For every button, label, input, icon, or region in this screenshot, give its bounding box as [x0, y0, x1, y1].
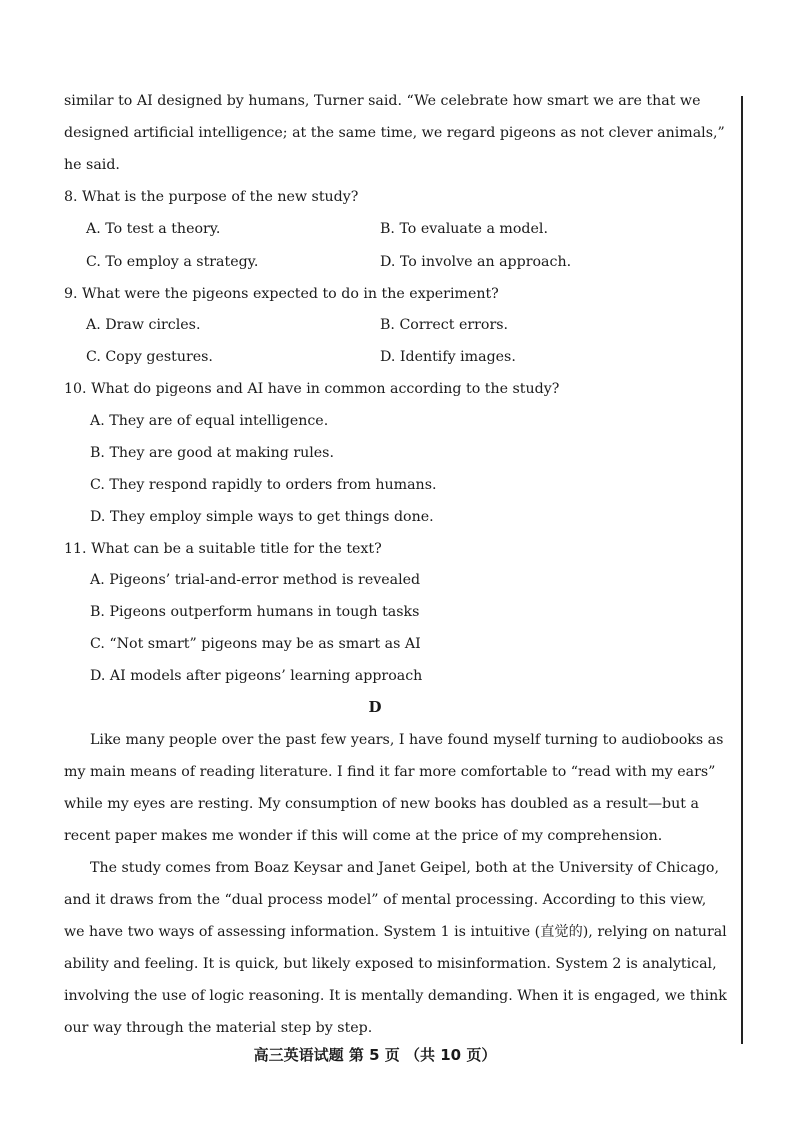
section-d-para1-line-1: Like many people over the past few years, I have found myself turning to audiobooks as	[90, 732, 724, 748]
section-d-para2-line-4: ability and feeling. It is quick, but likely exposed to misinformation. System 2 is analytical,	[64, 956, 717, 972]
passage-c-line-2: designed artificial intelligence; at the same time, we regard pigeons as not clever animals,”	[64, 125, 725, 141]
question-10-option-b: B. They are good at making rules.	[90, 445, 334, 461]
question-9-option-a: A. Draw circles.	[86, 317, 201, 333]
section-d-para1-line-2: my main means of reading literature. I find it far more comfortable to “read with my ears”	[64, 764, 716, 780]
section-d-para1-line-3: while my eyes are resting. My consumption of new books has doubled as a result—but a	[64, 796, 699, 812]
question-11-stem: 11. What can be a suitable title for the text?	[64, 541, 382, 557]
question-11-option-b: B. Pigeons outperform humans in tough tasks	[90, 604, 420, 620]
question-8-stem: 8. What is the purpose of the new study?	[64, 189, 359, 205]
section-d-para2-line-1: The study comes from Boaz Keysar and Janet Geipel, both at the University of Chicago,	[90, 860, 719, 876]
passage-c-line-1: similar to AI designed by humans, Turner said. “We celebrate how smart we are that we	[64, 93, 701, 109]
question-8-option-a: A. To test a theory.	[86, 221, 221, 237]
question-11-option-d: D. AI models after pigeons’ learning approach	[90, 668, 423, 684]
question-9-option-b: B. Correct errors.	[380, 317, 509, 333]
section-d-title: D	[368, 698, 382, 716]
page-footer: 高三英语试题 第 5 页 （共 10 页）	[253, 1046, 497, 1064]
section-d-para2-line-6: our way through the material step by step.	[64, 1020, 373, 1036]
question-8-option-c: C. To employ a strategy.	[86, 254, 259, 270]
question-9-stem: 9. What were the pigeons expected to do in the experiment?	[64, 286, 499, 302]
margin-rule	[741, 96, 743, 1044]
question-10-option-a: A. They are of equal intelligence.	[90, 413, 329, 429]
question-8-option-b: B. To evaluate a model.	[380, 221, 548, 237]
section-d-para2-line-5: involving the use of logic reasoning. It is mentally demanding. When it is engaged, we think	[64, 988, 727, 1004]
question-10-stem: 10. What do pigeons and AI have in common according to the study?	[64, 381, 560, 397]
question-9-option-c: C. Copy gestures.	[86, 349, 213, 365]
section-d-para2-line-3: we have two ways of assessing information. System 1 is intuitive (直觉的), relying on natural	[64, 924, 727, 940]
question-8-option-d: D. To involve an approach.	[380, 254, 572, 270]
question-9-option-d: D. Identify images.	[380, 349, 516, 365]
section-d-para1-line-4: recent paper makes me wonder if this will come at the price of my comprehension.	[64, 828, 663, 844]
question-11-option-a: A. Pigeons’ trial-and-error method is revealed	[90, 572, 421, 588]
question-10-option-c: C. They respond rapidly to orders from humans.	[90, 477, 437, 493]
question-11-option-c: C. “Not smart” pigeons may be as smart as AI	[90, 636, 421, 652]
question-10-option-d: D. They employ simple ways to get things done.	[90, 509, 434, 525]
passage-c-line-3: he said.	[64, 157, 120, 173]
section-d-para2-line-2: and it draws from the “dual process model” of mental processing. According to this view,	[64, 892, 707, 908]
